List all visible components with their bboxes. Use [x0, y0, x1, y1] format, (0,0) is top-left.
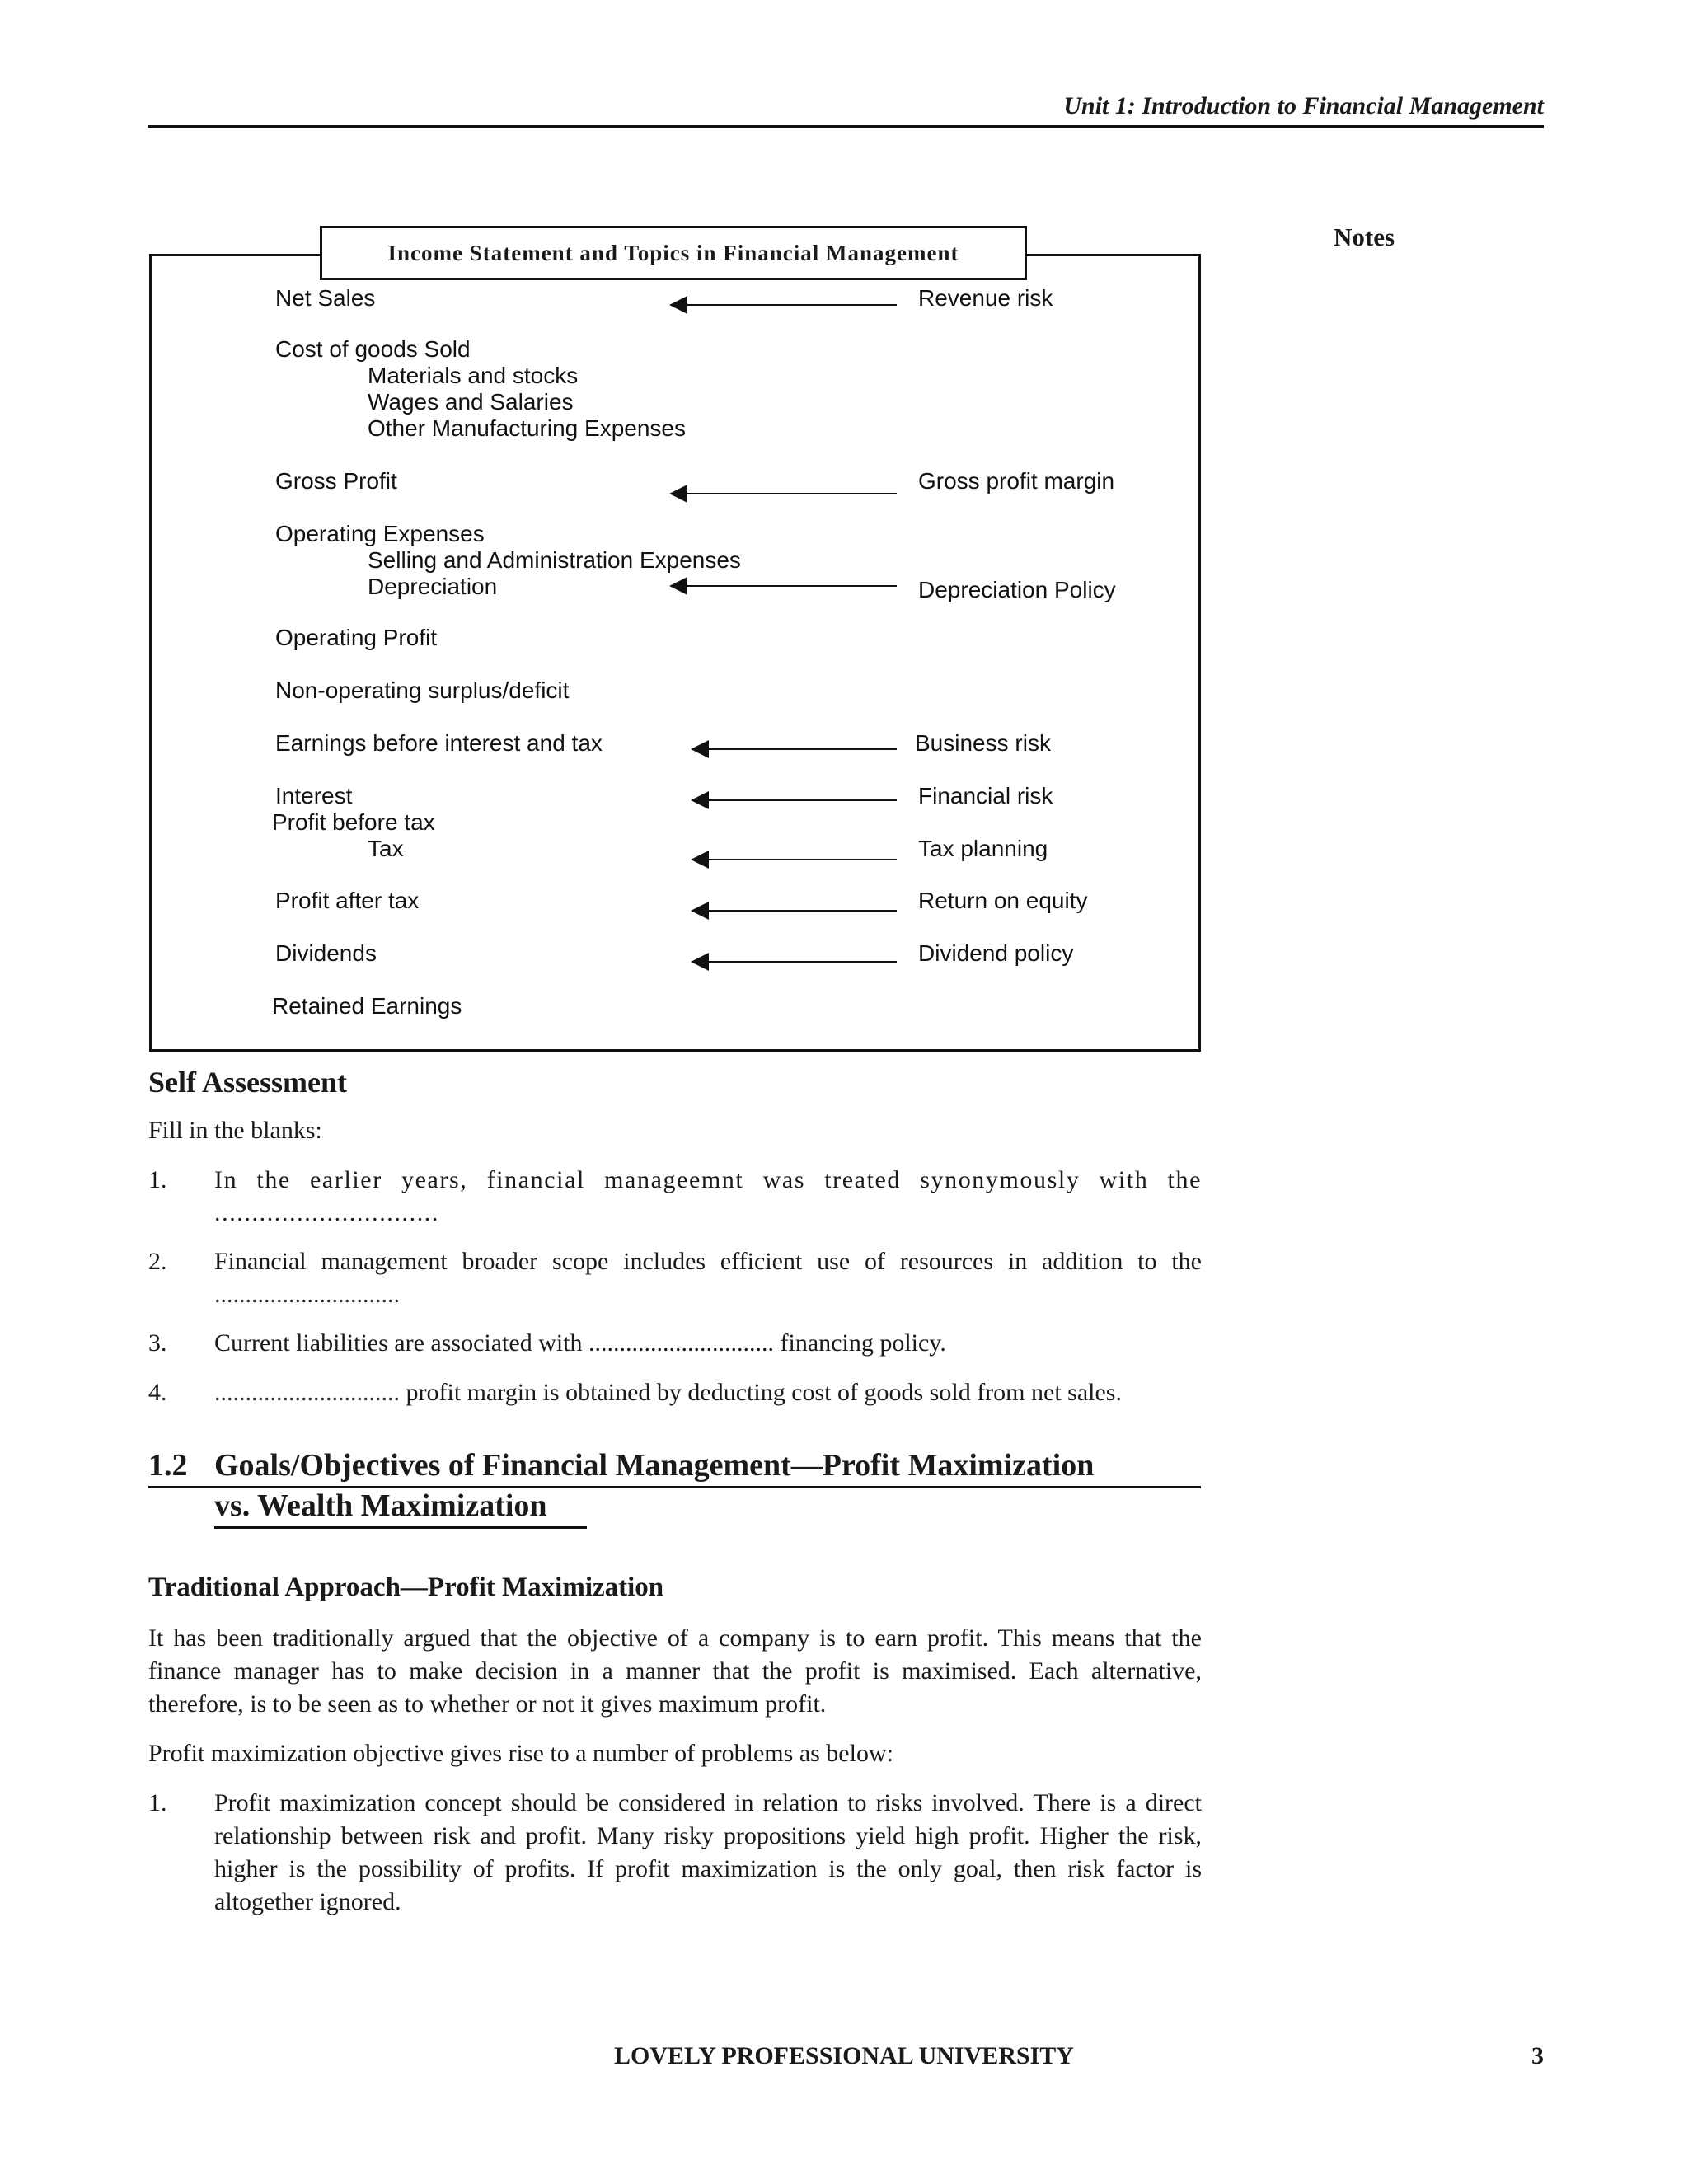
- topic-dividend-policy: Dividend policy: [918, 940, 1074, 966]
- list-item: [148, 1245, 1202, 1311]
- list-item: [148, 1376, 1202, 1409]
- statement-cogs: Cost of goods Sold: [275, 336, 471, 362]
- topic-tax-planning: Tax planning: [918, 836, 1048, 861]
- header-rule: [148, 125, 1544, 128]
- statement-other-mfg: Other Manufacturing Expenses: [368, 415, 686, 441]
- item-number: 4.: [148, 1379, 167, 1406]
- statement-non-operating: Non-operating surplus/deficit: [275, 677, 570, 703]
- statement-interest: Interest: [275, 783, 353, 808]
- statement-depreciation: Depreciation: [368, 574, 498, 599]
- item-text: In the earlier years, financial manageemnt was treated synonymously with the ..............................: [214, 1166, 1202, 1226]
- section-title-underline: [214, 1526, 587, 1529]
- arrow-left-icon: [691, 851, 897, 869]
- statement-materials: Materials and stocks: [368, 363, 579, 388]
- body-paragraph: Profit maximization objective gives rise to a number of problems as below:: [148, 1740, 893, 1767]
- item-text: Profit maximization concept should be considered in relation to risks involved. There is a direct relationship between risk and profit. Many risky propositions yield high profit. Higher the risk, higher is the possibility of profits. If profit maximization is the only goal, then risk factor is altogether ignored.: [214, 1789, 1202, 1915]
- statement-ebit: Earnings before interest and tax: [275, 730, 603, 756]
- item-number: 1.: [148, 1789, 167, 1816]
- statement-pat: Profit after tax: [275, 888, 420, 913]
- fill-blanks-intro: Fill in the blanks:: [148, 1117, 322, 1144]
- traditional-approach-heading: Traditional Approach—Profit Maximization: [148, 1572, 664, 1602]
- arrow-left-icon: [691, 740, 897, 758]
- item-text: Financial management broader scope includes efficient use of resources in addition to the ..............................: [214, 1248, 1202, 1308]
- figure-title: Income Statement and Topics in Financial Management: [320, 226, 1027, 280]
- arrow-left-icon: [691, 902, 897, 920]
- topic-depreciation-policy: Depreciation Policy: [918, 577, 1116, 602]
- arrow-left-icon: [691, 953, 897, 971]
- list-item: [148, 1787, 1202, 1919]
- section-title-line1: Goals/Objectives of Financial Management—Profit Maximization: [214, 1448, 1095, 1483]
- arrow-left-icon: [691, 791, 897, 809]
- topic-revenue-risk: Revenue risk: [918, 285, 1053, 311]
- statement-opex: Operating Expenses: [275, 521, 485, 546]
- statement-gross-profit: Gross Profit: [275, 468, 397, 494]
- body-paragraph: It has been traditionally argued that the objective of a company is to earn profit. This means that the finance manager has to make decision in a manner that the profit is maximised. Each alternative, therefore, is to be seen as to whether or not it gives maximum profit.: [148, 1624, 1202, 1718]
- topic-business-risk: Business risk: [915, 730, 1051, 756]
- list-item: [148, 1164, 1202, 1230]
- topic-financial-risk: Financial risk: [918, 783, 1053, 808]
- item-number: 3.: [148, 1329, 167, 1357]
- item-text: .............................. profit margin is obtained by deducting cost of goods sold from net sales.: [214, 1379, 1122, 1406]
- statement-wages: Wages and Salaries: [368, 389, 574, 415]
- running-header-title: Unit 1: Introduction to Financial Management: [1063, 92, 1544, 120]
- notes-margin-label: Notes: [1334, 223, 1395, 251]
- statement-net-sales: Net Sales: [275, 285, 376, 311]
- statement-dividends: Dividends: [275, 940, 377, 966]
- list-item: [148, 1327, 1202, 1360]
- arrow-left-icon: [669, 485, 897, 503]
- item-text: Current liabilities are associated with .............................. financing policy.: [214, 1329, 946, 1357]
- item-number: 2.: [148, 1248, 167, 1275]
- statement-operating-profit: Operating Profit: [275, 625, 438, 650]
- footer-institution: LOVELY PROFESSIONAL UNIVERSITY: [614, 2042, 1074, 2069]
- statement-selling-admin: Selling and Administration Expenses: [368, 547, 741, 573]
- self-assessment-heading: Self Assessment: [148, 1066, 347, 1099]
- page-number: 3: [1531, 2042, 1544, 2069]
- statement-retained: Retained Earnings: [272, 993, 462, 1019]
- statement-pbt: Profit before tax: [272, 809, 435, 835]
- item-number: 1.: [148, 1166, 167, 1193]
- statement-tax: Tax: [368, 836, 404, 861]
- topic-return-on-equity: Return on equity: [918, 888, 1088, 913]
- arrow-left-icon: [669, 296, 897, 314]
- section-number: 1.2: [148, 1448, 188, 1483]
- arrow-left-icon: [669, 577, 897, 595]
- section-title-line2: vs. Wealth Maximization: [214, 1488, 547, 1523]
- topic-gross-profit-margin: Gross profit margin: [918, 468, 1115, 494]
- income-statement-figure: [149, 254, 1201, 1052]
